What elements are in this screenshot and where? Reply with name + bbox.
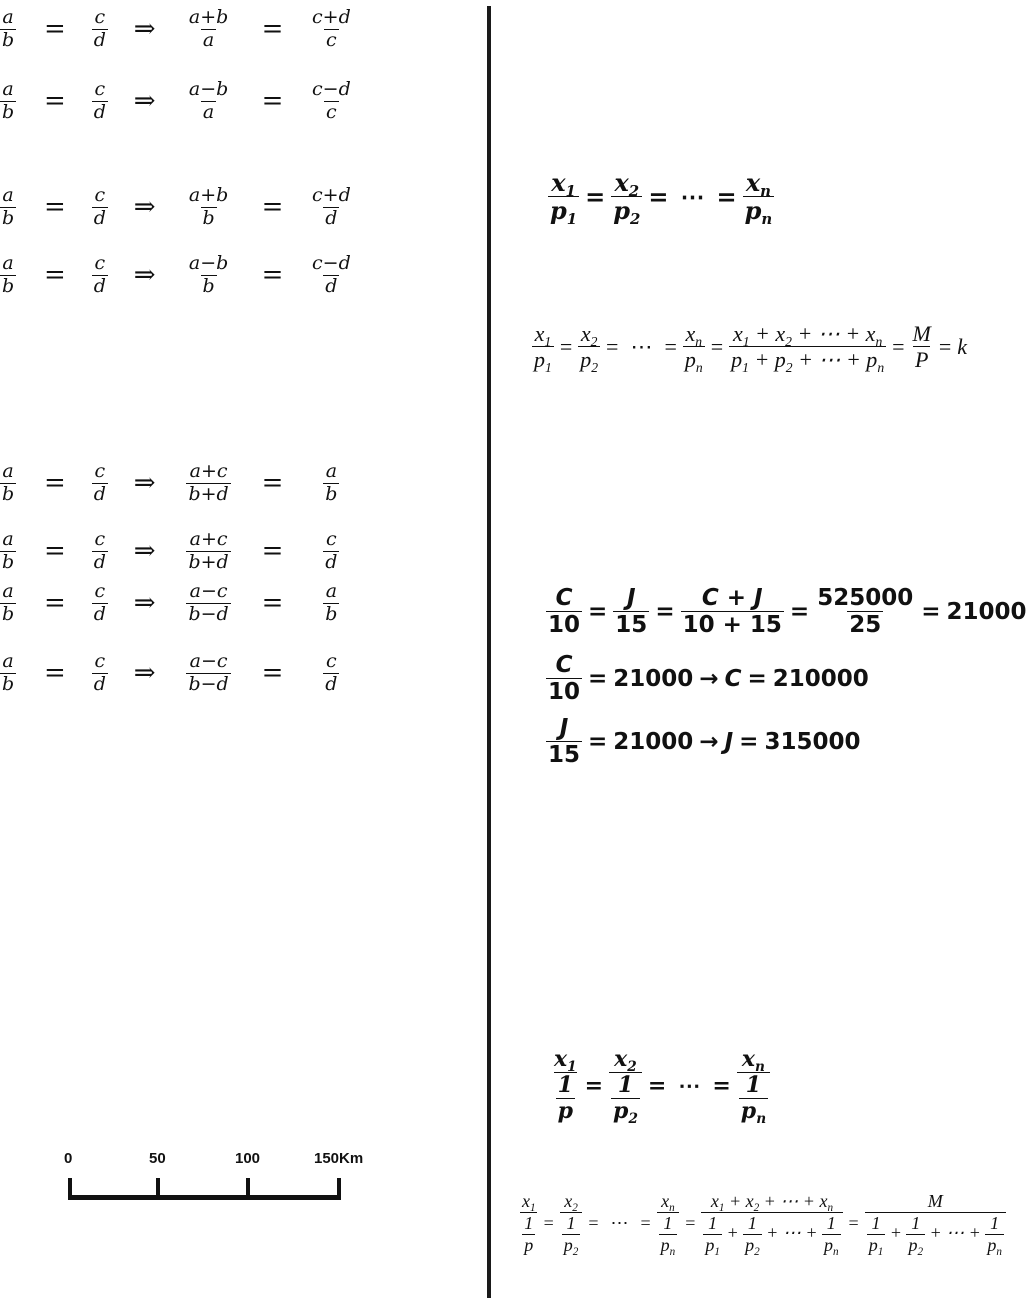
variable: J [724, 728, 734, 755]
fraction: M $\frac{1}{p_1}$ + $\frac{1}{p_2}$ + ⋯ + $\frac{1}{p_n}$ [865, 1192, 1006, 1255]
denominator: d [325, 672, 338, 695]
denominator: d [93, 602, 106, 625]
fraction: $\frac{C}{10}$ [548, 585, 581, 639]
equals-sign: = [261, 192, 284, 223]
implies-arrow: ⇒ [133, 14, 156, 45]
numerator: c [94, 650, 106, 672]
fraction [92, 652, 108, 695]
fraction [323, 652, 339, 695]
fraction: $\frac{C}{10}$ [548, 652, 581, 706]
formula-worked-example [546, 586, 1027, 637]
ratio-value: 21000 [613, 665, 694, 692]
denominator: d [325, 550, 338, 573]
fraction [0, 652, 16, 695]
numerator: a [2, 184, 14, 206]
proportion-row [0, 80, 361, 123]
ellipsis: ⋯ [610, 1212, 629, 1233]
ellipsis: ⋯ [678, 1072, 701, 1099]
result-value: 315000 [764, 728, 861, 755]
fraction [187, 80, 230, 123]
fraction: $\frac{x_n}{\frac{1}{p_n}}$ [657, 1192, 680, 1255]
fraction [323, 462, 339, 505]
fraction: $\frac{x_1 + x_2 + \cdots + x_n}{p_1 + p_2 + \cdots + p_n}$ [731, 321, 885, 375]
fraction [187, 254, 230, 297]
denominator: a [202, 28, 215, 51]
denominator: b [2, 100, 15, 123]
proportion-row [0, 462, 361, 505]
equals-sign: = [747, 665, 767, 692]
equals-sign: = [712, 1072, 731, 1099]
fraction [186, 462, 230, 505]
denominator: d [325, 274, 338, 297]
fraction [187, 8, 230, 51]
equals-sign: = [739, 728, 759, 755]
numerator: c [94, 460, 106, 482]
fraction [0, 462, 16, 505]
numerator: c [94, 6, 106, 28]
equals-sign: = [261, 536, 284, 567]
numerator: a+c [189, 460, 228, 482]
constant-k: k [957, 333, 968, 359]
fraction [310, 254, 353, 297]
formula-inverse-sum [520, 1191, 1006, 1258]
equals-sign: = [44, 86, 66, 117]
equals-sign: = [543, 1212, 554, 1233]
implies-arrow: ⇒ [133, 468, 156, 499]
equals-sign: = [261, 14, 284, 45]
scale-line [68, 1195, 341, 1200]
equals-sign: = [789, 598, 810, 625]
scale-tick [68, 1178, 72, 1200]
numerator: a [325, 460, 338, 482]
implies-arrow: ⇒ [133, 192, 156, 223]
equals-sign: = [685, 1212, 696, 1233]
equals-sign: = [44, 588, 66, 619]
proportion-row [0, 8, 361, 51]
numerator: c [94, 528, 106, 550]
ratio-value: 21000 [613, 728, 694, 755]
equals-sign: = [647, 1072, 667, 1099]
equals-sign: = [261, 658, 284, 689]
equals-sign: = [921, 598, 941, 625]
implies-arrow: ⇒ [133, 86, 156, 117]
fraction [187, 186, 230, 229]
scale-label: 50 [149, 1150, 166, 1167]
scale-bar [60, 1150, 380, 1210]
fraction: $\frac{x_2}{p_2}$ [613, 168, 641, 229]
equals-sign: = [44, 658, 66, 689]
equals-sign: = [938, 333, 952, 359]
denominator: b [2, 274, 15, 297]
fraction: $\frac{x_2}{p_2}$ [580, 321, 599, 375]
numerator: c [94, 252, 106, 274]
fraction: $\frac{M}{P}$ [912, 321, 931, 373]
denominator: b−d [188, 672, 229, 695]
denominator: b [325, 602, 338, 625]
numerator: a [2, 650, 14, 672]
fraction [92, 254, 108, 297]
fraction [323, 530, 339, 573]
fraction [310, 80, 353, 123]
numerator: c−d [312, 78, 351, 100]
fraction [323, 582, 339, 625]
proportion-row [0, 582, 361, 625]
equals-sign: = [716, 182, 737, 212]
denominator: b [2, 482, 15, 505]
proportion-row [0, 530, 361, 573]
column-divider [487, 6, 491, 1298]
fraction [92, 8, 108, 51]
denominator: d [93, 672, 106, 695]
denominator: b [325, 482, 338, 505]
denominator: d [93, 100, 106, 123]
numerator: a−c [189, 580, 228, 602]
implies-arrow: ⇒ [133, 536, 156, 567]
equals-sign: = [261, 588, 284, 619]
equals-sign: = [640, 1212, 651, 1233]
fraction [186, 652, 230, 695]
numerator: a [2, 78, 14, 100]
equals-sign: = [655, 598, 675, 625]
fraction [310, 8, 353, 51]
arrow: → [699, 728, 719, 755]
numerator: a [2, 252, 14, 274]
proportion-row [0, 652, 361, 695]
numerator: c [94, 78, 106, 100]
numerator: a [2, 460, 14, 482]
numerator: a−b [188, 252, 229, 274]
proportion-row [0, 186, 361, 229]
numerator: a [2, 580, 14, 602]
denominator: b [2, 672, 15, 695]
equals-sign: = [44, 536, 66, 567]
equals-sign: = [261, 86, 284, 117]
variable: C [724, 665, 742, 692]
numerator: a+b [188, 184, 229, 206]
denominator: b [2, 550, 15, 573]
fraction [92, 80, 108, 123]
numerator: a−b [188, 78, 229, 100]
numerator: a [325, 580, 338, 602]
numerator: a−c [189, 650, 228, 672]
fraction: $\frac{x_1}{\frac{1}{p}}$ [522, 1191, 536, 1255]
denominator: b [2, 28, 15, 51]
fraction [0, 8, 16, 51]
fraction: $\frac{x_1}{p_1}$ [534, 321, 552, 375]
result-value: 210000 [772, 665, 869, 692]
formula-equal-ratios [548, 168, 774, 229]
equals-sign: = [648, 182, 669, 212]
denominator: b [2, 206, 15, 229]
fraction: $\frac{x_1}{p_1}$ [550, 168, 578, 229]
numerator: c [94, 184, 106, 206]
denominator: b+d [188, 482, 229, 505]
numerator: c [326, 650, 337, 672]
denominator: b [202, 206, 215, 229]
formula-solve-j [546, 716, 860, 767]
equals-sign: = [664, 333, 677, 359]
denominator: d [93, 28, 106, 51]
equals-sign: = [44, 14, 66, 45]
equals-sign: = [588, 665, 608, 692]
fraction: $\frac{x_n}{p_n}$ [744, 168, 773, 229]
scale-tick [246, 1178, 250, 1200]
ellipsis: ⋯ [630, 333, 653, 359]
denominator: c [326, 100, 337, 123]
fraction [92, 582, 108, 625]
scale-label: 100 [235, 1150, 261, 1167]
fraction: $\frac{J}{15}$ [615, 585, 648, 639]
denominator: d [93, 274, 106, 297]
equals-sign: = [585, 182, 606, 212]
fraction [186, 530, 230, 573]
equals-sign: = [588, 728, 608, 755]
denominator: d [93, 550, 106, 573]
equals-sign: = [606, 333, 619, 359]
denominator: b−d [188, 602, 229, 625]
implies-arrow: ⇒ [133, 588, 156, 619]
fraction [92, 462, 108, 505]
fraction: $\frac{C + J}{10 + 15}$ [682, 585, 782, 639]
implies-arrow: ⇒ [133, 260, 156, 291]
equals-sign: = [588, 598, 608, 625]
denominator: b+d [188, 550, 229, 573]
fraction: $\frac{x_2}{\frac{1}{p_2}}$ [609, 1048, 642, 1123]
numerator: c+d [312, 6, 351, 28]
numerator: c [94, 580, 106, 602]
fraction: $\frac{x_n}{\frac{1}{p_n}}$ [737, 1048, 770, 1123]
fraction [0, 254, 16, 297]
fraction [0, 582, 16, 625]
scale-label: 150Km [314, 1150, 364, 1167]
equals-sign: = [44, 468, 66, 499]
numerator: c [326, 528, 337, 550]
equals-sign: = [892, 333, 905, 359]
scale-tick [337, 1178, 341, 1200]
fraction [0, 186, 16, 229]
result-value: 21000 [946, 598, 1027, 625]
arrow: → [699, 665, 719, 692]
fraction: $\frac{J}{15}$ [548, 715, 581, 769]
denominator: b [202, 274, 215, 297]
scale-tick [156, 1178, 160, 1200]
denominator: d [325, 206, 338, 229]
formula-solve-c [546, 653, 869, 704]
formula-inverse-ratios [552, 1046, 770, 1127]
numerator: a [2, 528, 14, 550]
numerator: a [2, 6, 14, 28]
numerator: a+b [188, 6, 229, 28]
fraction [186, 582, 230, 625]
proportion-row [0, 254, 361, 297]
fraction [92, 530, 108, 573]
fraction [0, 80, 16, 123]
formula-sum-of-ratios [532, 321, 968, 375]
denominator: c [326, 28, 337, 51]
numerator: c−d [312, 252, 351, 274]
equals-sign: = [848, 1212, 859, 1233]
fraction: $\frac{x_1}{\frac{1}{p}}$ [554, 1046, 577, 1125]
fraction: $\frac{x_n}{p_n}$ [684, 321, 703, 375]
equals-sign: = [261, 468, 284, 499]
numerator: c+d [312, 184, 351, 206]
scale-label: 0 [64, 1150, 73, 1167]
ellipsis: ⋯ [680, 182, 705, 212]
fraction [310, 186, 353, 229]
fraction: $\frac{525000}{25}$ [817, 585, 914, 639]
denominator: a [202, 100, 215, 123]
denominator: d [93, 482, 106, 505]
equals-sign: = [261, 260, 284, 291]
fraction [92, 186, 108, 229]
fraction [0, 530, 16, 573]
equals-sign: = [559, 333, 573, 359]
equals-sign: = [44, 192, 66, 223]
equals-sign: = [710, 333, 724, 359]
denominator: d [93, 206, 106, 229]
fraction: $x_1 + x_2$ + ⋯ + $x_n$ $\frac{1}{p_1}$ + $\frac{1}{p_2}$ + ⋯ + $\frac{1}{p_n}$ [701, 1192, 842, 1255]
equals-sign: = [584, 1072, 604, 1099]
numerator: a+c [189, 528, 228, 550]
implies-arrow: ⇒ [133, 658, 156, 689]
denominator: b [2, 602, 15, 625]
fraction: $\frac{x_2}{\frac{1}{p_2}}$ [560, 1192, 583, 1255]
equals-sign: = [44, 260, 66, 291]
equals-sign: = [588, 1212, 599, 1233]
